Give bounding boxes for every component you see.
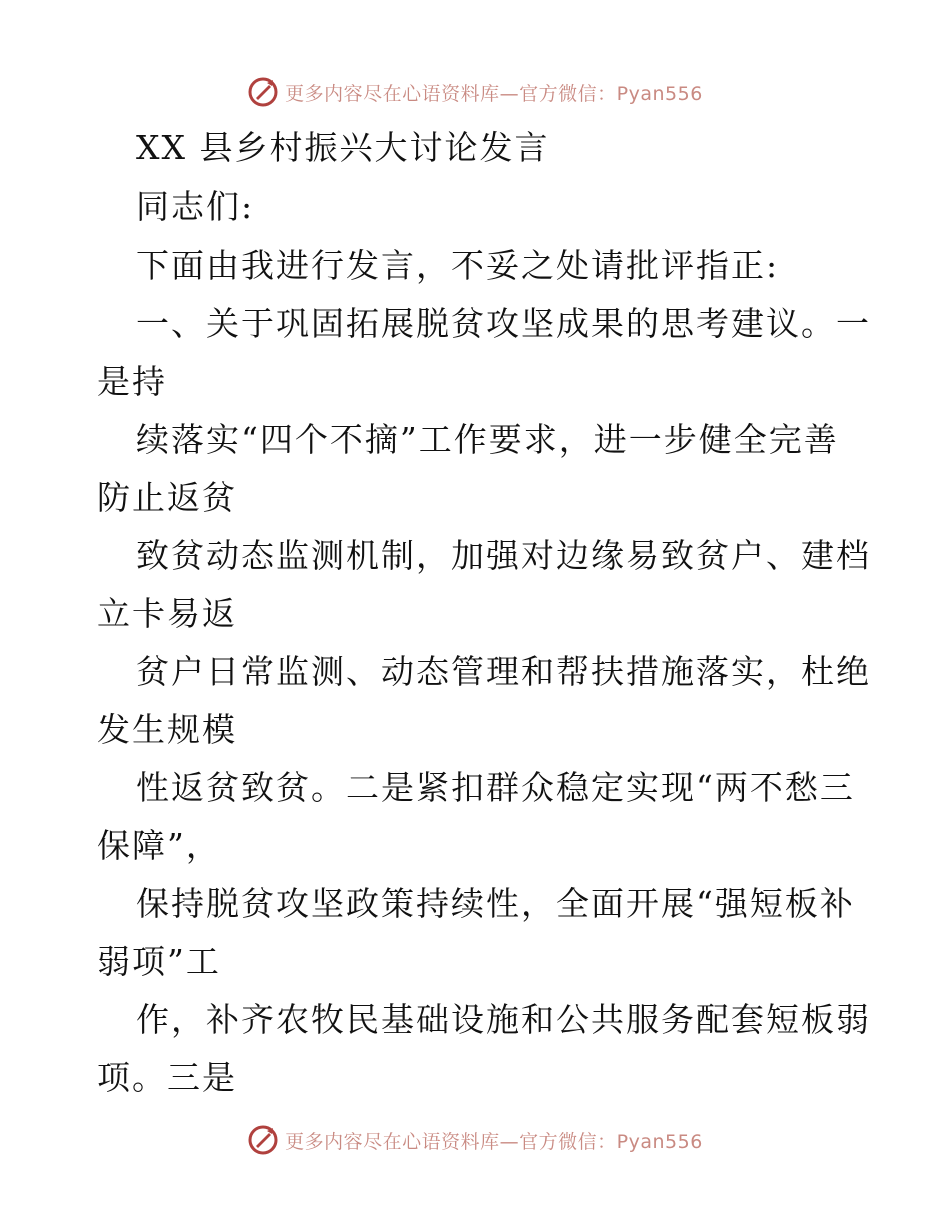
text-line: 防止返贫: [97, 478, 237, 517]
text-line: 立卡易返: [97, 594, 237, 633]
salutation: 同志们:: [136, 187, 255, 226]
watermark-text: 更多内容尽在心语资料库—官方微信：Pyan556: [285, 1130, 703, 1153]
text-line: 续落实“四个不摘”工作要求，进一步健全完善: [136, 420, 839, 459]
text-line: 项。三是: [97, 1058, 237, 1097]
text-line: 发生规模: [97, 710, 237, 749]
text-line: 一、关于巩固拓展脱贫攻坚成果的思考建议。一: [136, 304, 871, 343]
footer-watermark: [0, 1120, 950, 1160]
watermark-text: 更多内容尽在心语资料库—官方微信：Pyan556: [285, 82, 703, 105]
text-line: 致贫动态监测机制，加强对边缘易致贫户、建档: [136, 536, 871, 575]
text-line: 保障”，: [97, 826, 221, 865]
text-line: 性返贫致贫。二是紧扣群众稳定实现“两不愁三: [136, 768, 855, 807]
text-line: 贫户日常监测、动态管理和帮扶措施落实，杜绝: [136, 652, 871, 691]
text-line: 下面由我进行发言，不妥之处请批评指正:: [136, 246, 780, 285]
text-line: 作，补齐农牧民基础设施和公共服务配套短板弱: [136, 1000, 871, 1039]
quill-logo-icon: [247, 76, 279, 108]
text-line: 保持脱贫攻坚政策持续性，全面开展“强短板补: [136, 884, 855, 923]
header-watermark: [0, 72, 950, 112]
text-line: 是持: [97, 362, 167, 401]
text-line: 弱项”工: [97, 942, 221, 981]
document-title: XX 县乡村振兴大讨论发言: [136, 128, 550, 167]
quill-logo-icon: [247, 1124, 279, 1156]
